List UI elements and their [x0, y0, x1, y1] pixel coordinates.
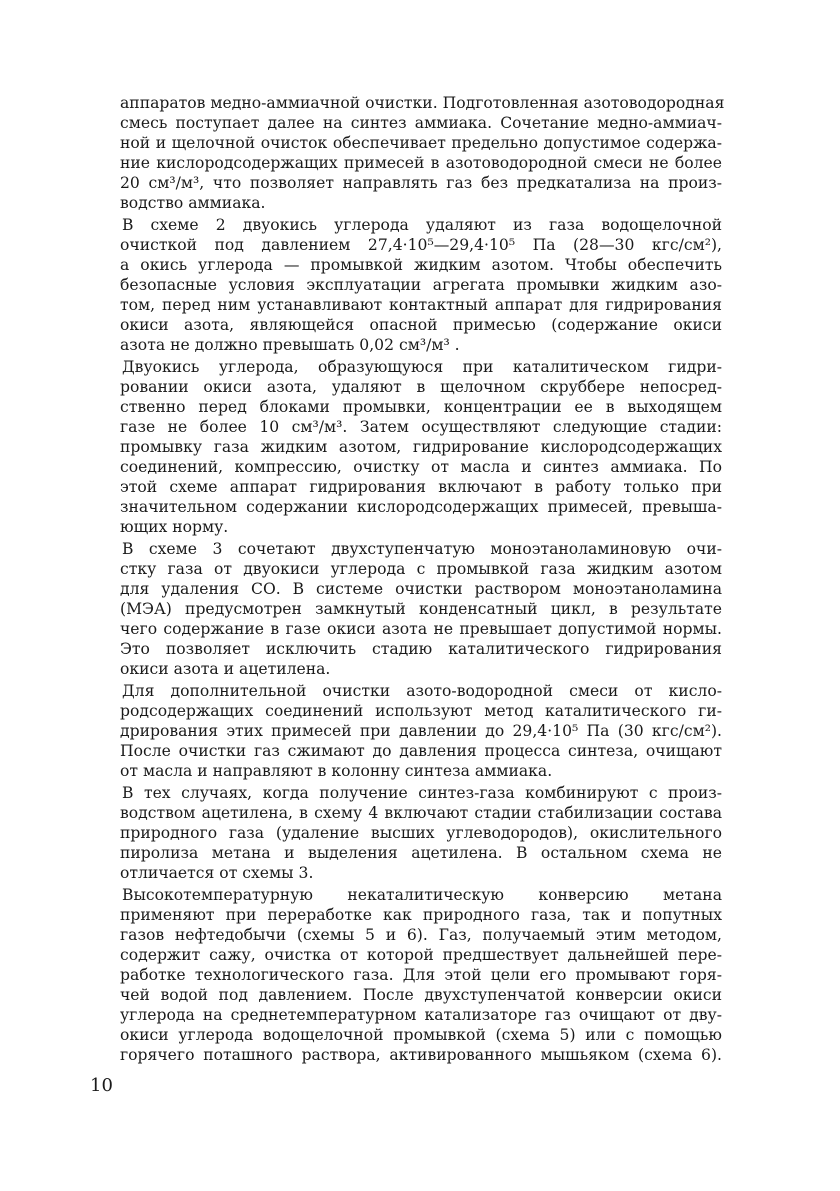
paragraph-6 — [120, 783, 722, 883]
text-line: окиси азота, являющейся опасной примесью (содержание окиси — [120, 316, 722, 334]
text-line: Это позволяет исключить стадию каталитического гидрирования — [120, 640, 722, 658]
text-line: аппаратов медно-аммиачной очистки. Подготовленная азотоводородная — [120, 94, 725, 112]
text-line: 20 см³/м³, что позволяет направлять газ без предкатализа на произ- — [120, 174, 722, 192]
text-line: значительном содержании кислородсодержащих примесей, превыша- — [120, 498, 722, 516]
paragraph-7 — [120, 885, 722, 1065]
text-line: чего содержание в газе окиси азота не превышает допустимой нормы. — [120, 620, 722, 638]
text-line: окиси азота и ацетилена. — [120, 660, 331, 678]
text-line: газе не более 10 см³/м³. Затем осуществляют следующие стадии: — [120, 418, 722, 436]
page-number: 10 — [90, 1075, 113, 1096]
paragraph-1 — [120, 93, 725, 213]
text-line: ровании окиси азота, удаляют в щелочном скруббере непосред- — [120, 378, 722, 396]
text-line: ние кислородсодержащих примесей в азотоводородной смеси не более — [120, 154, 722, 172]
text-line: промывку газа жидким азотом, гидрирование кислородсодержащих — [120, 438, 722, 456]
page-text — [120, 93, 725, 1067]
text-line: Для дополнительной очистки азото-водородной смеси от кисло- — [122, 682, 722, 700]
paragraph-5 — [120, 681, 722, 781]
paragraph-4 — [120, 539, 722, 679]
text-line: смесь поступает далее на синтез аммиака. Сочетание медно-аммиач- — [120, 114, 722, 132]
text-line: родсодержащих соединений используют метод каталитического ги- — [120, 702, 722, 720]
text-line: водство аммиака. — [120, 194, 266, 212]
text-line: содержит сажу, очистка от которой предшествует дальнейшей пере- — [120, 946, 722, 964]
text-line: пиролиза метана и выделения ацетилена. В остальном схема не — [120, 844, 722, 862]
text-line: очисткой под давлением 27,4·10⁵—29,4·10⁵ Па (28—30 кгс/см²), — [120, 236, 722, 254]
text-line: том, перед ним устанавливают контактный аппарат для гидрирования — [120, 296, 722, 314]
text-line: а окись углерода — промывкой жидким азотом. Чтобы обеспечить — [120, 256, 722, 274]
paragraph-3 — [120, 357, 722, 537]
text-line: После очистки газ сжимают до давления процесса синтеза, очищают — [120, 742, 722, 760]
text-line: этой схеме аппарат гидрирования включают в работу только при — [120, 478, 722, 496]
text-line: от масла и направляют в колонну синтеза аммиака. — [120, 762, 553, 780]
text-line: применяют при переработке как природного газа, так и попутных — [120, 906, 722, 924]
text-line: азота не должно превышать 0,02 см³/м³ . — [120, 336, 460, 354]
text-line: безопасные условия эксплуатации агрегата промывки жидким азо- — [120, 276, 722, 294]
text-line: окиси углерода водощелочной промывкой (схема 5) или с помощью — [120, 1026, 722, 1044]
text-line: дрирования этих примесей при давлении до 29,4·10⁵ Па (30 кгс/см²). — [120, 722, 722, 740]
text-line: чей водой под давлением. После двухступенчатой конверсии окиси — [120, 986, 722, 1004]
text-line: соединений, компрессию, очистку от масла и синтез аммиака. По — [120, 458, 722, 476]
paragraph-2 — [120, 215, 722, 355]
text-line: для удаления СО. В системе очистки раствором моноэтаноламина — [120, 580, 722, 598]
text-line: В тех случаях, когда получение синтез-газа комбинируют с произ- — [122, 784, 722, 802]
text-line: В схеме 2 двуокись углерода удаляют из газа водощелочной — [122, 216, 722, 234]
text-line: природного газа (удаление высших углеводородов), окислительного — [120, 824, 722, 842]
text-line: водством ацетилена, в схему 4 включают стадии стабилизации состава — [120, 804, 722, 822]
text-line: горячего поташного раствора, активированного мышьяком (схема 6). — [120, 1046, 722, 1064]
text-line: (МЭА) предусмотрен замкнутый конденсатный цикл, в результате — [120, 600, 722, 618]
text-line: отличается от схемы 3. — [120, 864, 314, 882]
text-line: В схеме 3 сочетают двухступенчатую моноэтаноламиновую очи- — [122, 540, 722, 558]
text-line: газов нефтедобычи (схемы 5 и 6). Газ, получаемый этим методом, — [120, 926, 722, 944]
text-line: ной и щелочной очисток обеспечивает предельно допустимое содержа- — [120, 134, 722, 152]
text-line: ющих норму. — [120, 518, 229, 536]
text-line: работке технологического газа. Для этой цели его промывают горя- — [120, 966, 722, 984]
text-line: ственно перед блоками промывки, концентрации ее в выходящем — [120, 398, 722, 416]
text-line: стку газа от двуокиси углерода с промывкой газа жидким азотом — [120, 560, 722, 578]
text-line: Высокотемпературную некаталитическую конверсию метана — [122, 886, 722, 904]
text-line: углерода на среднетемпературном катализаторе газ очищают от дву- — [120, 1006, 722, 1024]
text-line: Двуокись углерода, образующуюся при каталитическом гидри- — [122, 358, 722, 376]
